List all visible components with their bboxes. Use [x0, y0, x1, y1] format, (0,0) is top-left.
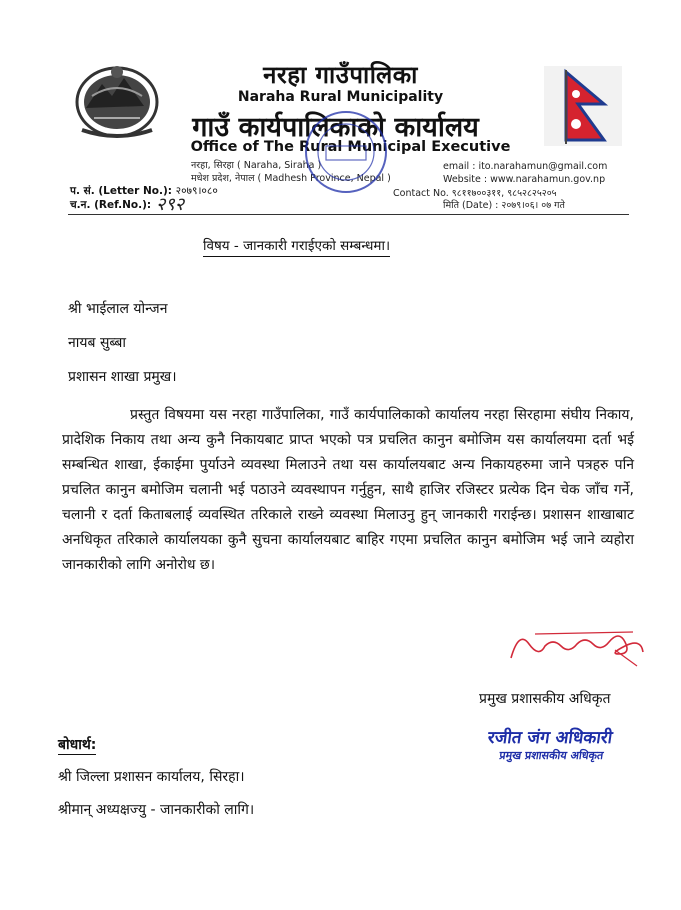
ref-number-label: च.न. (Ref.No.): — [70, 199, 152, 211]
office-stamp-icon — [300, 108, 392, 196]
recipient-branch: प्रशासन शाखा प्रमुख। — [68, 369, 177, 385]
ref-number-value: २९२ — [156, 194, 185, 215]
letter-number-value: २०७९।०८० — [175, 185, 218, 197]
date-text: मिति (Date) : २०७९।०६। ०७ गते — [443, 200, 565, 211]
office-name-np: गाउँ कार्यपालिकाको कार्यालय — [192, 112, 479, 143]
contact-text: Contact No. ९८११७००३११, ९८५२८२५२०५ — [393, 188, 557, 199]
recipient-name: श्री भाईलाल योन्जन — [68, 301, 168, 317]
municipality-name-en: Naraha Rural Municipality — [237, 89, 444, 105]
address-line-2: मधेश प्रदेश, नेपाल ( Madhesh Province, Nepal ) — [191, 173, 391, 184]
email-text: email : ito.narahamun@gmail.com — [443, 161, 608, 172]
municipality-name-np: नरहा गाउँपालिका — [263, 61, 418, 89]
cc-heading: बोधार्थ: — [58, 737, 97, 753]
signatory-stamp-name: रजीत जंग अधिकारी — [486, 728, 614, 748]
letter-number — [70, 184, 218, 198]
recipient-designation: नायब सुब्बा — [68, 335, 126, 351]
office-name-en: Office of The Rural Municipal Executive — [190, 139, 511, 155]
cc-item: श्रीमान् अध्यक्षज्यु - जानकारीको लागि। — [58, 802, 255, 818]
subject-line: विषय - जानकारी गराईएको सम्बन्धमा। — [203, 236, 390, 257]
header-divider — [68, 214, 629, 215]
signatory-stamp — [484, 725, 614, 763]
cc-item: श्री जिल्ला प्रशासन कार्यालय, सिरहा। — [58, 769, 245, 785]
ref-number — [70, 198, 151, 212]
letter-number-label: प. सं. (Letter No.): — [70, 185, 172, 197]
handwritten-signature — [505, 620, 645, 670]
letter-body: प्रस्तुत विषयमा यस नरहा गाउँपालिका, गाउँ कार्यपालिकाको कार्यालय नरहा सिरहामा संघीय निकाय, प्रादेशिक निकाय तथा अन्य कुनै निकायबाट प्राप्त भएको पत्र प्रचलित कानुन बमोजिम यस कार्यालयमा दर्ता भई सम्बन्धित शाखा, ईकाईमा पुर्याउने व्यवस्था मिलाउने तथा यस कार्यालयबाट अन्य निकायहरुमा जाने पत्रहरु पनि प्रचलित कानुन बमोजिम चलानी भई पठाउने व्यवस्थापन गर्नुहुन, साथै हाजिर रजिस्टर प्रत्येक दिन चेक जाँच गर्ने, चलानी र दर्ता किताबलाई व्यवस्थित तरिकाले राख्ने व्यवस्था मिलाउनु हुन् जानकारी गराईन्छ। प्रशासन शाखाबाट अनधिकृत तरिकाले कार्यालयका कुनै सुचना कार्यालयबाट बाहिर गएमा प्रचलित कानुन बमोजिम भई जाने व्यहोरा जानकारीको लागि अनोरोध छ। — [62, 407, 634, 573]
address-line-1: नरहा, सिरहा ( Naraha, Siraha ) — [191, 160, 322, 171]
signatory-title: प्रमुख प्रशासकीय अधिकृत — [479, 691, 611, 707]
website-text: Website : www.narahamun.gov.np — [443, 174, 606, 185]
signatory-stamp-role: प्रमुख प्रशासकीय अधिकृत — [498, 749, 605, 762]
